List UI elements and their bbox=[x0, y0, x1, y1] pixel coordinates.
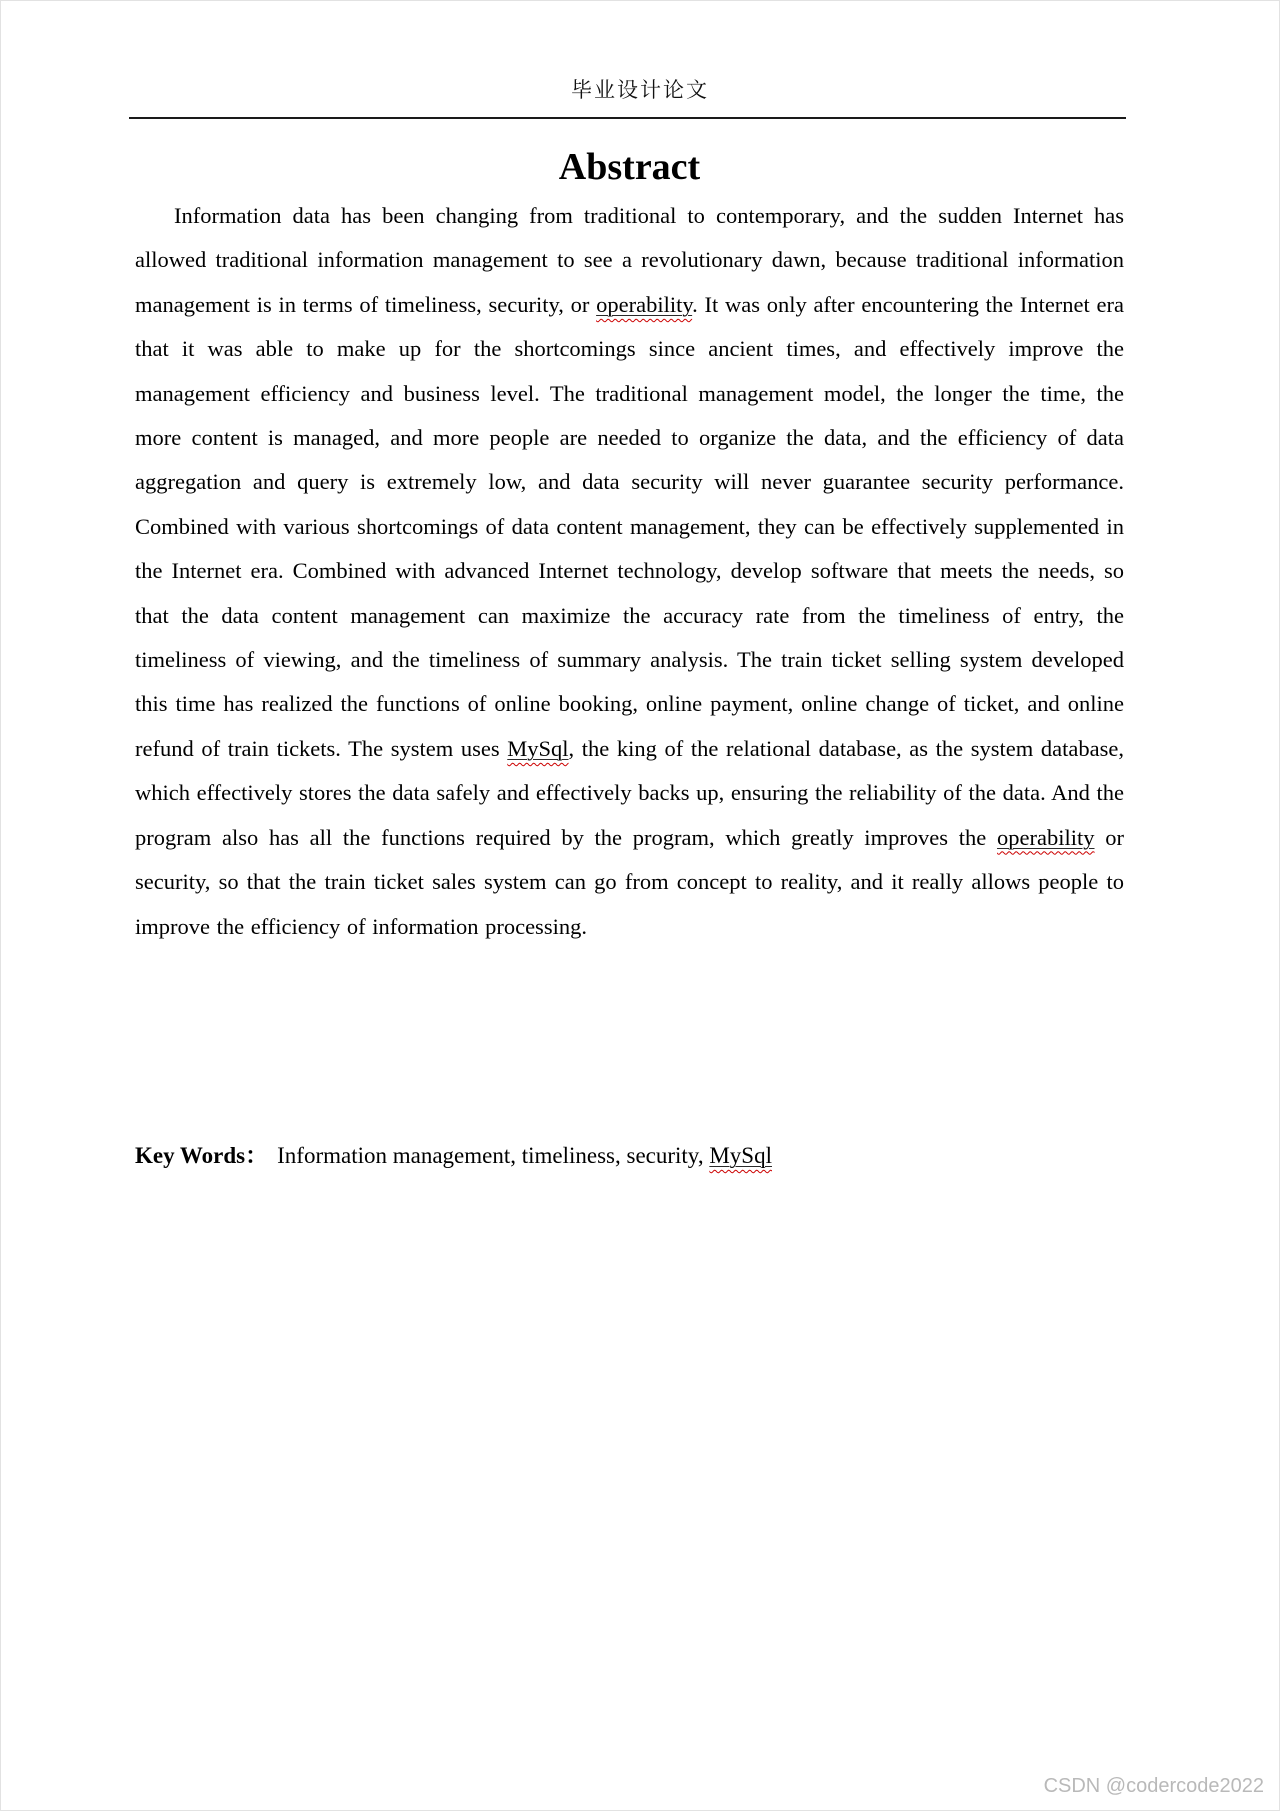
abstract-title: Abstract bbox=[558, 146, 701, 188]
abstract-paragraph: Information data has been changing from traditional to contemporary, and the sudden Internet has allowed traditional information management to see a revolutionary dawn, because traditional information management is in terms of timeliness, security, or operability. It was only after encountering the Internet era that it was able to make up for the shortcomings since ancient times, and effectively improve the management efficiency and business level. The traditional management model, the longer the time, the more content is managed, and more people are needed to organize the data, and the efficiency of data aggregation and query is extremely low, and data security will never guarantee security performance. Combined with various shortcomings of data content management, they can be effectively supplemented in the Internet era. Combined with advanced Internet technology, develop software that meets the needs, so that the data content management can maximize the accuracy rate from the timeliness of entry, the timeliness of viewing, and the timeliness of summary analysis. The train ticket selling system developed this time has realized the functions of online booking, online payment, online change of ticket, and online refund of train tickets. The system uses MySql, the king of the relational database, as the system database, which effectively stores the data safely and effectively backs up, ensuring the reliability of the data. And the program also has all the functions required by the program, which greatly improves the operability or security, so that the train ticket sales system can go from concept to reality, and it really allows people to improve the efficiency of information processing. bbox=[135, 203, 1124, 939]
csdn-watermark: CSDN @codercode2022 bbox=[1043, 1775, 1264, 1797]
misspelled-word: MySql bbox=[709, 1142, 772, 1168]
misspelled-word: MySql bbox=[507, 735, 569, 761]
misspelled-word: operability bbox=[596, 291, 693, 317]
header-rule bbox=[129, 117, 1126, 119]
keywords-label: Key Words： bbox=[135, 1142, 269, 1168]
keywords-text: Information management, timeliness, security, MySql bbox=[277, 1142, 772, 1168]
running-header-title: 毕业设计论文 bbox=[571, 78, 709, 102]
page-header bbox=[1, 1, 1279, 119]
keywords-line bbox=[135, 1134, 1124, 1178]
misspelled-word: operability bbox=[997, 824, 1095, 850]
